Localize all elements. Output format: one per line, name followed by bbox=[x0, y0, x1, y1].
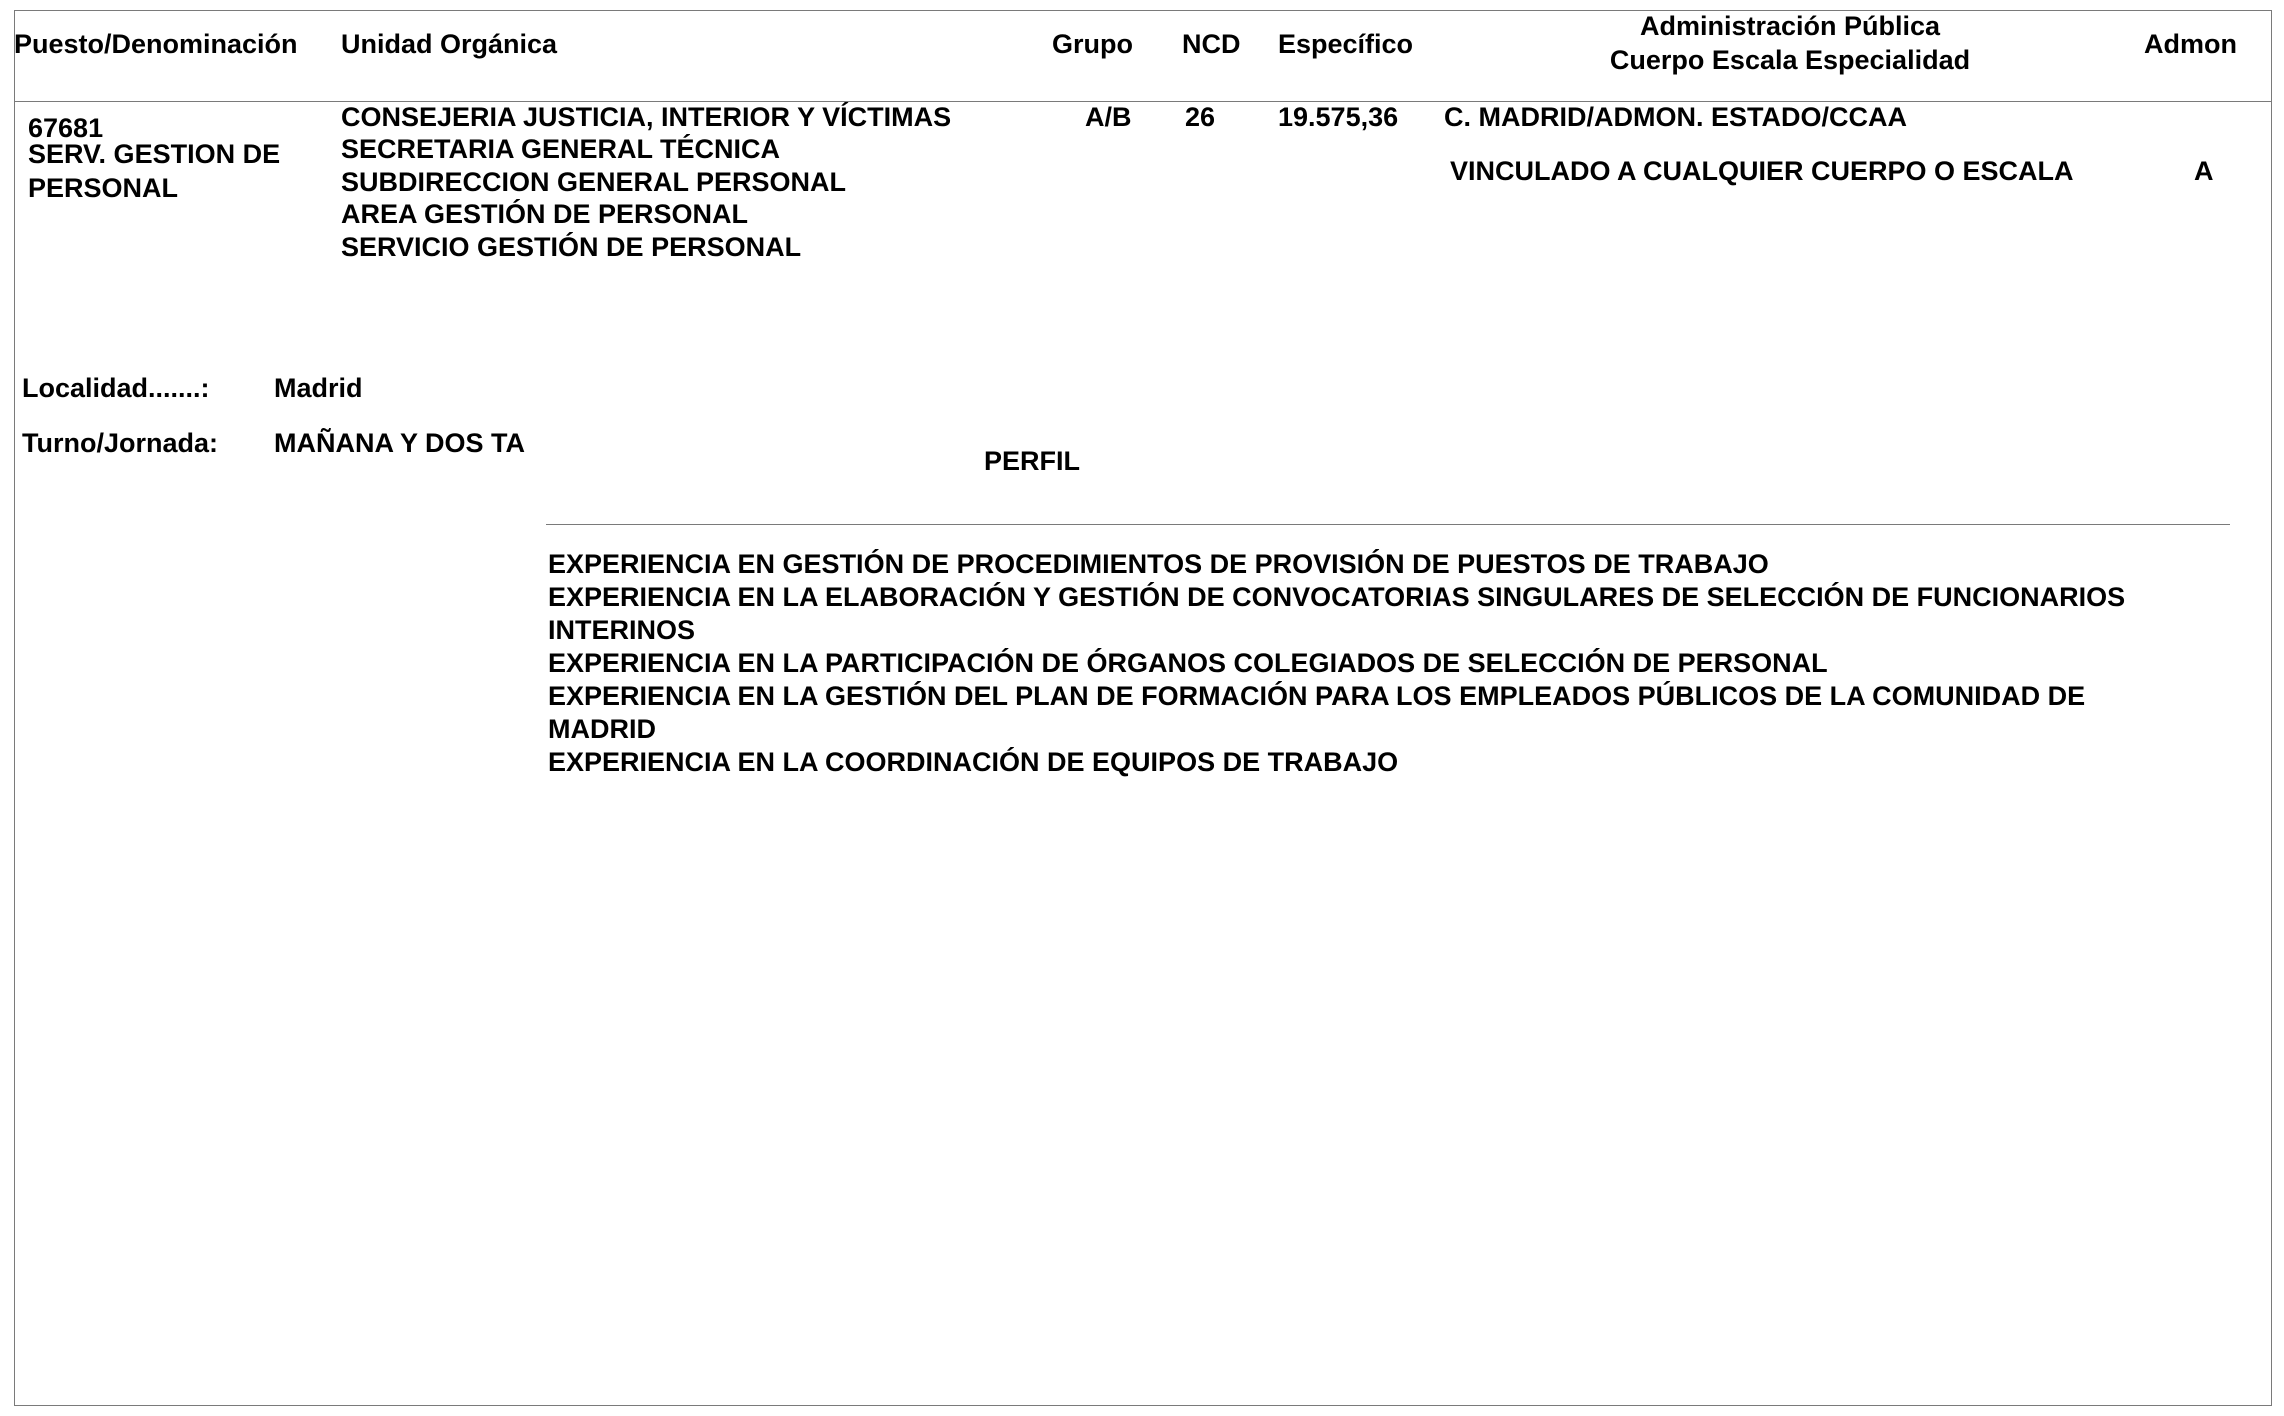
puesto-denominacion-2: PERSONAL bbox=[28, 173, 179, 203]
unidad-line: SECRETARIA GENERAL TÉCNICA bbox=[341, 134, 781, 164]
puesto-denominacion-1: SERV. GESTION DE bbox=[28, 139, 281, 169]
perfil-line: EXPERIENCIA EN LA COORDINACIÓN DE EQUIPOS DE TRABAJO bbox=[548, 747, 1399, 777]
unidad-line: SERVICIO GESTIÓN DE PERSONAL bbox=[341, 232, 802, 262]
unidad-line: CONSEJERIA JUSTICIA, INTERIOR Y VÍCTIMAS bbox=[341, 102, 952, 132]
puesto-code: 67681 bbox=[28, 113, 104, 143]
perfil-line: EXPERIENCIA EN LA GESTIÓN DEL PLAN DE FORMACIÓN PARA LOS EMPLEADOS PÚBLICOS DE LA COMUNIDAD DE bbox=[548, 681, 2086, 711]
header-unidad: Unidad Orgánica bbox=[341, 29, 558, 59]
header-ncd: NCD bbox=[1182, 29, 1241, 59]
localidad-label: Localidad.......: bbox=[22, 373, 210, 403]
ncd-value: 26 bbox=[1185, 102, 1216, 132]
especifico-value: 19.575,36 bbox=[1278, 102, 1399, 132]
perfil-line: MADRID bbox=[548, 714, 656, 744]
grupo-value: A/B bbox=[1085, 102, 1132, 132]
administracion-value: C. MADRID/ADMON. ESTADO/CCAA bbox=[1444, 102, 1907, 132]
turno-value: MAÑANA Y DOS TA bbox=[274, 428, 526, 458]
unidad-line: SUBDIRECCION GENERAL PERSONAL bbox=[341, 167, 847, 197]
perfil-line: EXPERIENCIA EN LA ELABORACIÓN Y GESTIÓN DE CONVOCATORIAS SINGULARES DE SELECCIÓN DE FUNCIONARIOS bbox=[548, 582, 2126, 612]
localidad-value: Madrid bbox=[274, 373, 363, 403]
header-admin-line2: Cuerpo Escala Especialidad bbox=[1609, 45, 1971, 75]
perfil-line: INTERINOS bbox=[548, 615, 696, 645]
admon-value: A bbox=[2194, 156, 2214, 186]
turno-label: Turno/Jornada: bbox=[22, 428, 219, 458]
unidad-line: AREA GESTIÓN DE PERSONAL bbox=[341, 199, 749, 229]
perfil-divider bbox=[546, 524, 2230, 525]
header-puesto: Puesto/Denominación bbox=[14, 29, 298, 59]
perfil-line: EXPERIENCIA EN GESTIÓN DE PROCEDIMIENTOS DE PROVISIÓN DE PUESTOS DE TRABAJO bbox=[548, 549, 1769, 579]
header-especifico: Específico bbox=[1278, 29, 1414, 59]
perfil-line: EXPERIENCIA EN LA PARTICIPACIÓN DE ÓRGANOS COLEGIADOS DE SELECCIÓN DE PERSONAL bbox=[548, 648, 1828, 678]
header-grupo: Grupo bbox=[1052, 29, 1133, 59]
cuerpo-value: VINCULADO A CUALQUIER CUERPO O ESCALA bbox=[1450, 156, 2074, 186]
header-admon: Admon bbox=[2144, 29, 2237, 59]
perfil-title: PERFIL bbox=[984, 446, 1081, 476]
header-admin-line1: Administración Pública bbox=[1639, 11, 1941, 41]
